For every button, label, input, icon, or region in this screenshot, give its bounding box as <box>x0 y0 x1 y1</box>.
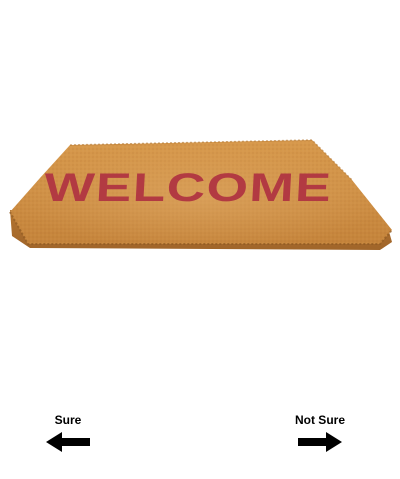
sure-choice[interactable] <box>28 413 108 452</box>
not-sure-choice[interactable] <box>280 413 360 452</box>
left-arrow-icon[interactable] <box>46 432 90 452</box>
mat-lettering: WELCOME <box>42 166 262 210</box>
sure-label: Sure <box>54 413 82 427</box>
not-sure-label: Not Sure <box>294 413 345 427</box>
right-arrow-icon[interactable] <box>298 432 342 452</box>
